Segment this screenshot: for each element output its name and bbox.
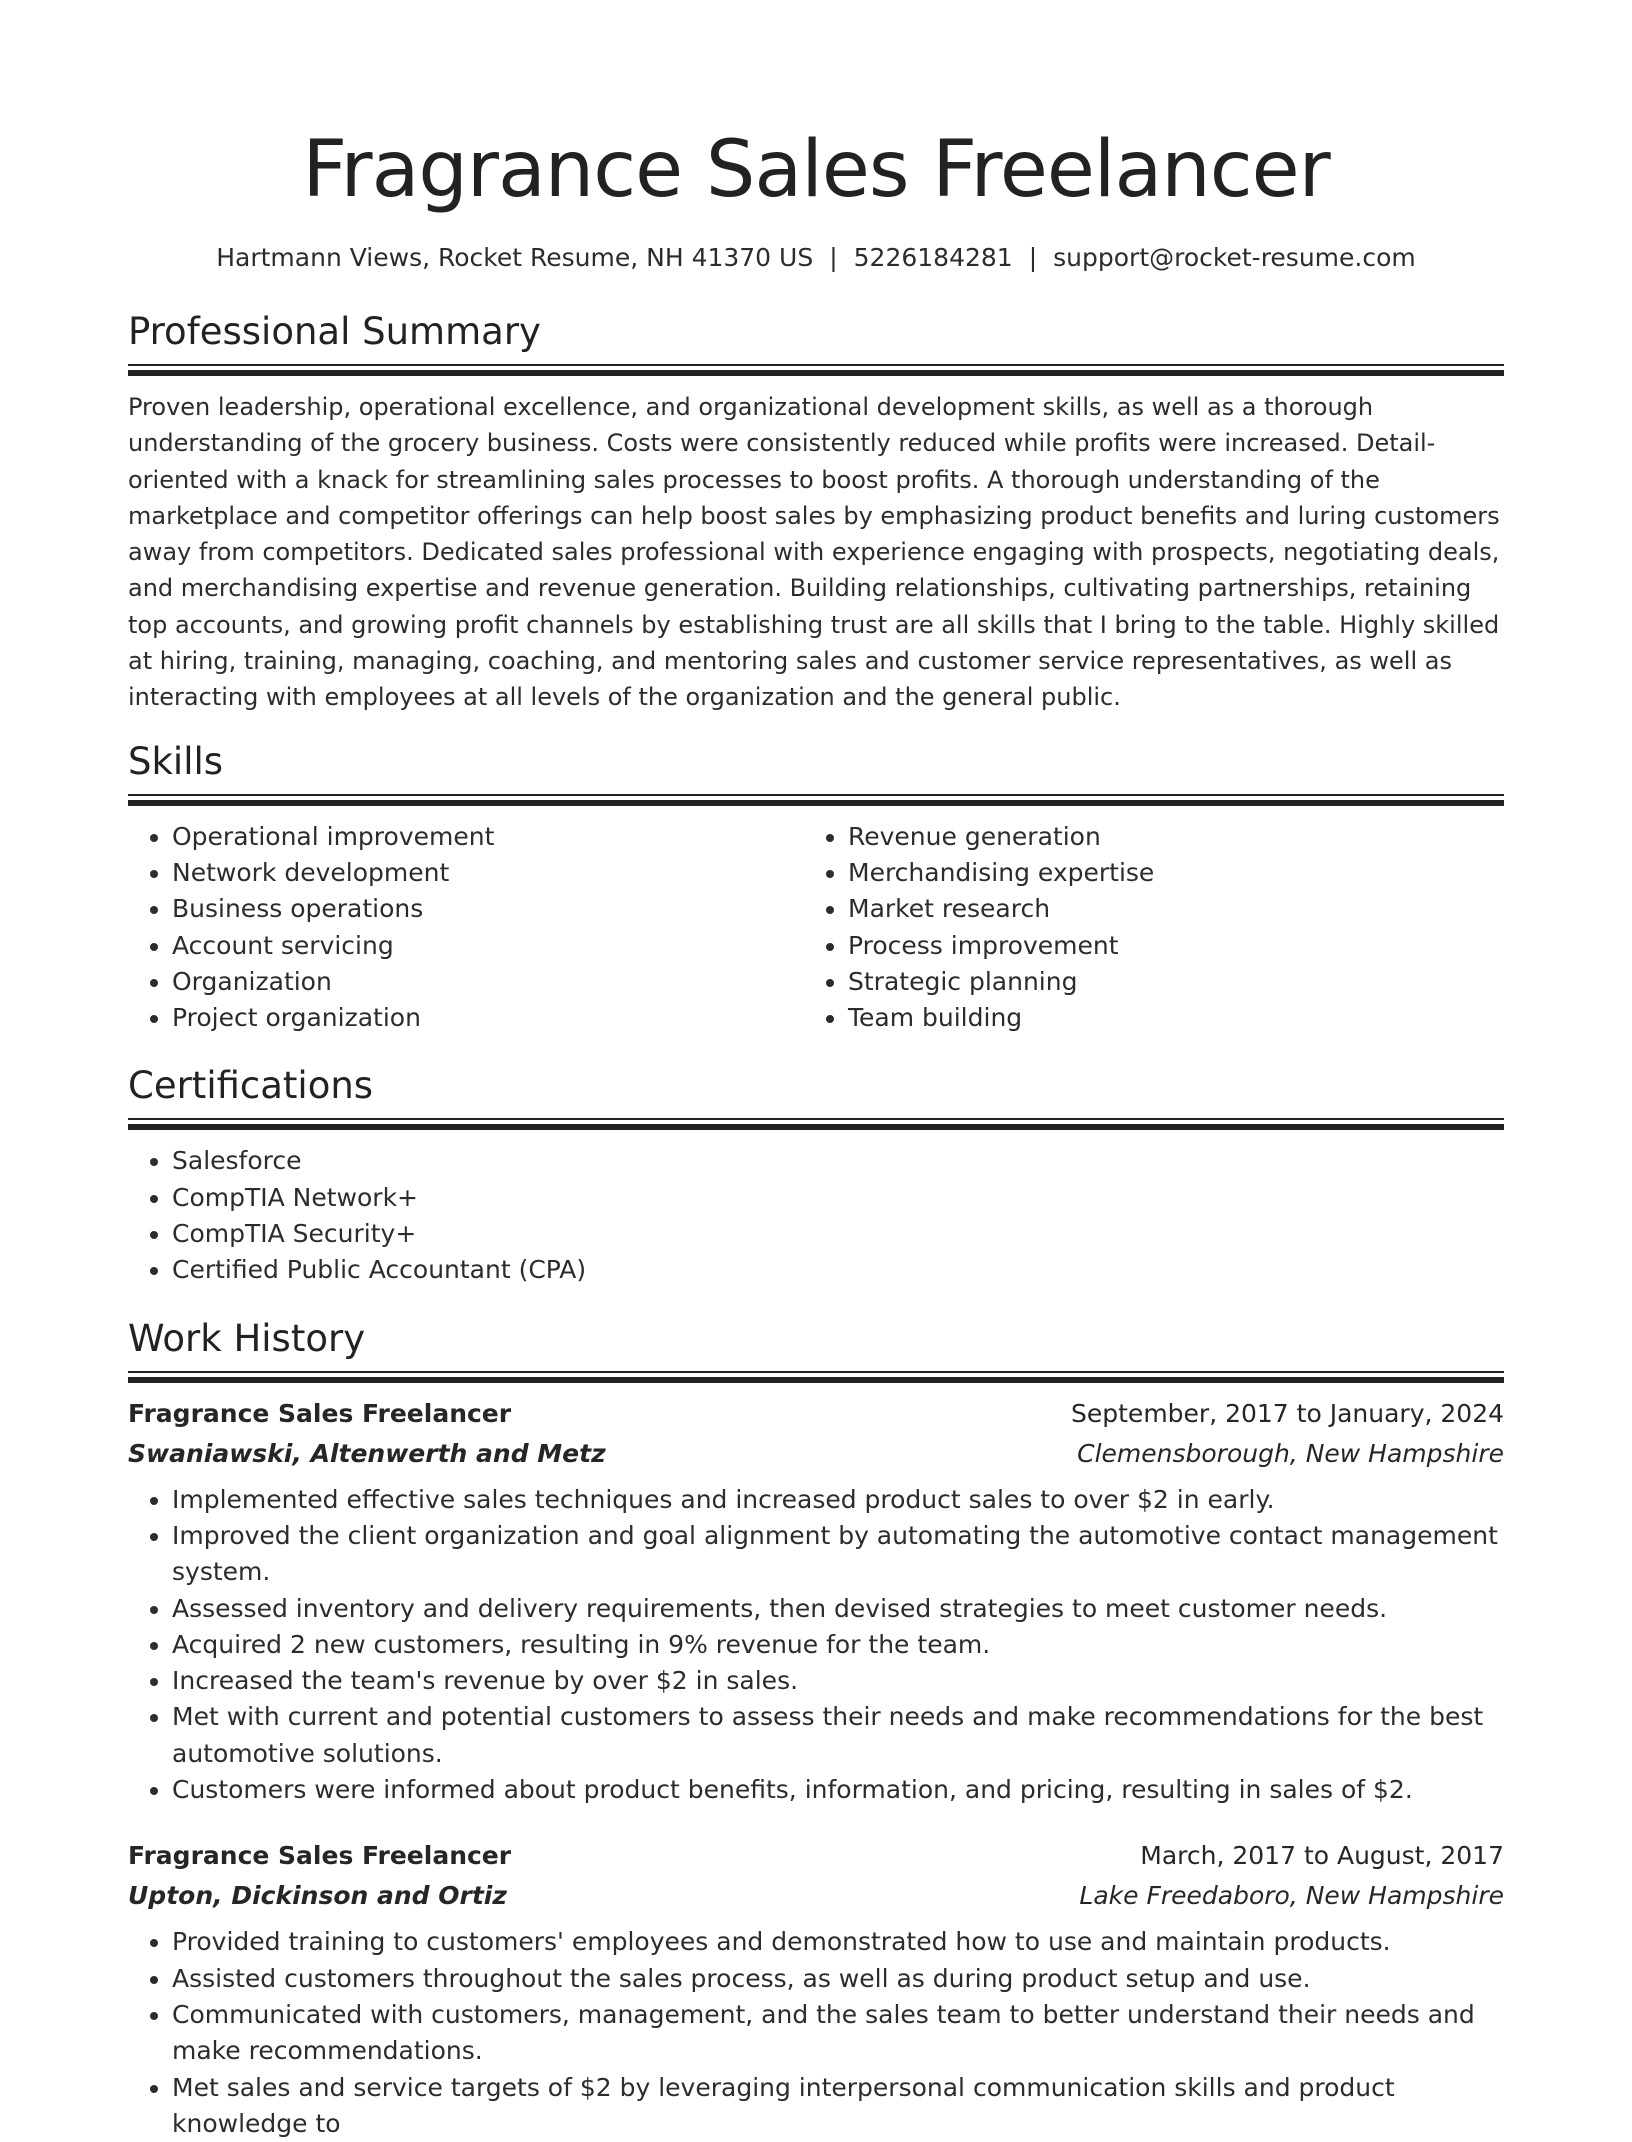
resume-page <box>128 0 1504 2142</box>
skill-item: • Merchandising expertise <box>848 855 1480 891</box>
section-divider <box>128 794 1504 805</box>
certification-item: • Salesforce <box>172 1143 1504 1179</box>
skills-section <box>128 738 1504 1037</box>
skill-item: • Network development <box>172 855 804 891</box>
certification-item: • Certified Public Accountant (CPA) <box>172 1252 1504 1288</box>
section-divider <box>128 1371 1504 1382</box>
job-bullet: • Increased the team's revenue by over $2 in sales. <box>172 1663 1504 1699</box>
skill-item: • Organization <box>172 964 804 1000</box>
certification-item: • CompTIA Security+ <box>172 1216 1504 1252</box>
certification-item: • CompTIA Network+ <box>172 1180 1504 1216</box>
job-location: Clemensborough, New Hampshire <box>1077 1434 1504 1474</box>
job-bullets <box>128 1482 1504 1809</box>
job-header-row <box>128 1394 1504 1434</box>
skills-list-right <box>804 819 1480 1037</box>
job-bullet: • Assessed inventory and delivery requirements, then devised strategies to meet customer needs. <box>172 1591 1504 1627</box>
skills-columns <box>128 819 1504 1037</box>
job-company: Upton, Dickinson and Ortiz <box>128 1876 507 1916</box>
job-dates: September, 2017 to January, 2024 <box>1071 1394 1504 1434</box>
contact-phone: 5226184281 <box>854 243 1013 272</box>
job-title: Fragrance Sales Freelancer <box>128 1836 511 1876</box>
section-divider <box>128 364 1504 375</box>
job-bullet: • Provided training to customers' employees and demonstrated how to use and maintain products. <box>172 1924 1504 1960</box>
contact-separator: | <box>829 242 837 274</box>
job-location: Lake Freedaboro, New Hampshire <box>1079 1876 1504 1916</box>
job-title: Fragrance Sales Freelancer <box>128 1394 511 1434</box>
contact-separator: | <box>1029 242 1037 274</box>
work-history-section <box>128 1315 1504 2142</box>
section-divider <box>128 1118 1504 1129</box>
skill-item: • Account servicing <box>172 928 804 964</box>
job-bullets <box>128 1924 1504 2142</box>
job-dates: March, 2017 to August, 2017 <box>1140 1836 1504 1876</box>
job-bullet: • Met with current and potential customers to assess their needs and make recommendations for the best automotive solutions. <box>172 1699 1504 1772</box>
summary-section <box>128 308 1504 716</box>
section-title-skills: Skills <box>128 738 1504 786</box>
job-header-row <box>128 1836 1504 1876</box>
skill-item: • Revenue generation <box>848 819 1480 855</box>
job-bullet: • Assisted customers throughout the sales process, as well as during product setup and use. <box>172 1961 1504 1997</box>
job-company-row <box>128 1876 1504 1916</box>
job-entry <box>128 1836 1504 2142</box>
skill-item: • Project organization <box>172 1000 804 1036</box>
skill-item: • Market research <box>848 891 1480 927</box>
contact-line <box>128 242 1504 274</box>
job-bullet: • Implemented effective sales techniques and increased product sales to over $2 in early. <box>172 1482 1504 1518</box>
summary-text: Proven leadership, operational excellence, and organizational development skills, as well as a thorough understanding of the grocery business. Costs were consistently reduced while profits were increased. Detail-oriented with a knack for streamlining sales processes to boost profits. A thorough understanding of the marketplace and competitor offerings can help boost sales by emphasizing product benefits and luring customers away from competitors. Dedicated sales professional with experience engaging with prospects, negotiating deals, and merchandising expertise and revenue generation. Building relationships, cultivating partnerships, retaining top accounts, and growing profit channels by establishing trust are all skills that I bring to the table. Highly skilled at hiring, training, managing, coaching, and mentoring sales and customer service representatives, as well as interacting with employees at all levels of the organization and the general public. <box>128 389 1504 716</box>
certifications-list <box>128 1143 1504 1288</box>
skill-item: • Business operations <box>172 891 804 927</box>
skill-item: • Process improvement <box>848 928 1480 964</box>
job-bullet: • Communicated with customers, management, and the sales team to better understand their needs and make recommendations. <box>172 1997 1504 2070</box>
job-company-row <box>128 1434 1504 1474</box>
skill-item: • Operational improvement <box>172 819 804 855</box>
section-title-work-history: Work History <box>128 1315 1504 1363</box>
job-entry <box>128 1394 1504 1809</box>
certifications-section <box>128 1062 1504 1288</box>
section-title-summary: Professional Summary <box>128 308 1504 356</box>
job-bullet: • Customers were informed about product benefits, information, and pricing, resulting in sales of $2. <box>172 1772 1504 1808</box>
job-company: Swaniawski, Altenwerth and Metz <box>128 1434 606 1474</box>
contact-address: Hartmann Views, Rocket Resume, NH 41370 US <box>216 243 813 272</box>
job-bullet: • Met sales and service targets of $2 by leveraging interpersonal communication skills and product knowledge to <box>172 2070 1504 2142</box>
job-bullet: • Acquired 2 new customers, resulting in 9% revenue for the team. <box>172 1627 1504 1663</box>
job-bullet: • Improved the client organization and goal alignment by automating the automotive contact management system. <box>172 1518 1504 1591</box>
skill-item: • Strategic planning <box>848 964 1480 1000</box>
contact-email[interactable]: support@rocket-resume.com <box>1053 243 1416 272</box>
resume-name: Fragrance Sales Freelancer <box>128 120 1504 220</box>
skills-list-left <box>128 819 804 1037</box>
skill-item: • Team building <box>848 1000 1480 1036</box>
section-title-certifications: Certifications <box>128 1062 1504 1110</box>
